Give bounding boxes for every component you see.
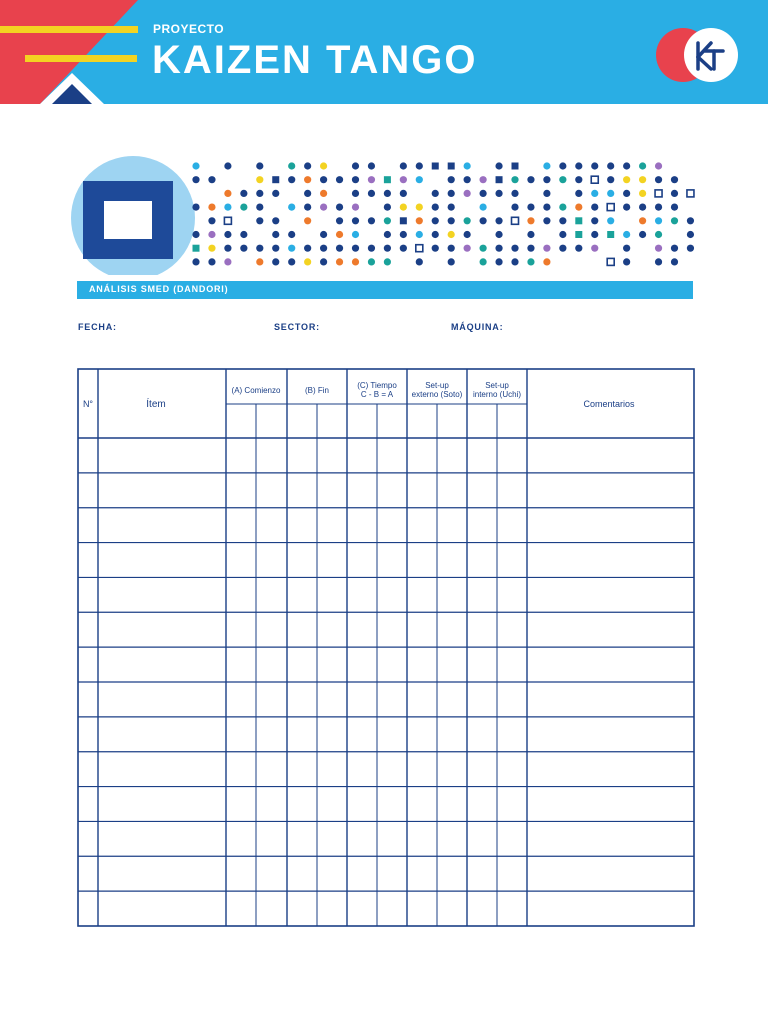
col-header-tiempo-1: (C) Tiempo	[357, 381, 397, 390]
col-header-tiempo-2: C - B = A	[360, 390, 394, 399]
col-header-fin: (B) Fin	[305, 386, 329, 395]
col-header-interno-1: Set-up	[485, 381, 509, 390]
col-header-externo-1: Set-up	[425, 381, 449, 390]
col-header-comienzo: (A) Comienzo	[231, 386, 281, 395]
date-label: FECHA:	[78, 322, 117, 332]
sector-label: SECTOR:	[274, 322, 320, 332]
section-title: ANÁLISIS SMED (DANDORI)	[89, 284, 229, 294]
col-header-item: Ítem	[146, 399, 166, 410]
col-header-interno-2: interno (Uchi)	[472, 390, 522, 399]
col-header-externo-2: externo (Soto)	[411, 390, 463, 399]
project-title: KAIZEN TANGO	[152, 38, 478, 82]
machine-label: MÁQUINA:	[451, 322, 504, 332]
col-header-comentarios: Comentarios	[583, 399, 635, 409]
project-label: PROYECTO	[153, 22, 225, 36]
col-header-num: N°	[82, 399, 94, 409]
